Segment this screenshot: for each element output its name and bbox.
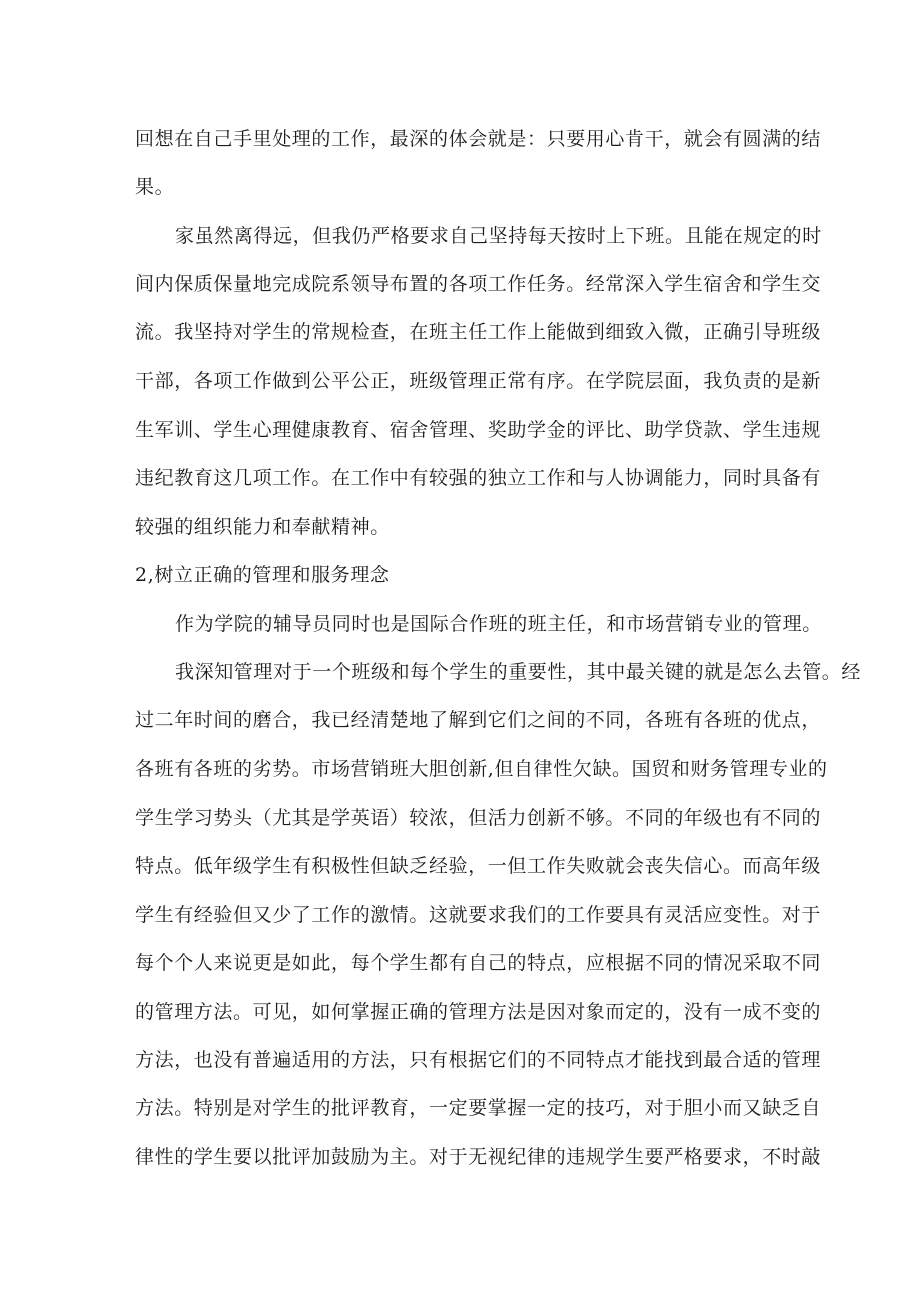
paragraph-line: 果。	[135, 176, 175, 198]
paragraph-line: 特点。低年级学生有积极性但缺乏经验，一但工作失败就会丧失信心。而高年级	[135, 855, 822, 877]
paragraph-line: 学生有经验但又少了工作的激情。这就要求我们的工作要具有灵活应变性。对于	[135, 904, 822, 926]
paragraph-line: 的管理方法。可见，如何掌握正确的管理方法是因对象而定的，没有一成不变的	[135, 1001, 822, 1023]
section-heading: 作为学院的辅导员同时也是国际合作班的班主任，和市场营销专业的管理。	[175, 613, 822, 635]
paragraph-line: 干部，各项工作做到公平公正，班级管理正常有序。在学院层面，我负责的是新	[135, 370, 822, 392]
paragraph-line: 我深知管理对于一个班级和每个学生的重要性，其中最关键的就是怎么去管。经	[175, 661, 862, 683]
paragraph-line: 方法。特别是对学生的批评教育，一定要掌握一定的技巧，对于胆小而又缺乏自	[135, 1097, 822, 1119]
paragraph-line: 每个个人来说更是如此，每个学生都有自己的特点，应根据不同的情况采取不同	[135, 952, 822, 974]
paragraph-line: 较强的组织能力和奉献精神。	[135, 516, 390, 538]
paragraph-line: 律性的学生要以批评加鼓励为主。对于无视纪律的违规学生要严格要求，不时敲	[135, 1146, 822, 1168]
paragraph-line: 流。我坚持对学生的常规检查，在班主任工作上能做到细致入微，正确引导班级	[135, 321, 822, 343]
paragraph-line: 学生学习势头（尤其是学英语）较浓，但活力创新不够。不同的年级也有不同的	[135, 807, 822, 829]
paragraph-line: 间内保质保量地完成院系领导布置的各项工作任务。经常深入学生宿舍和学生交	[135, 273, 822, 295]
paragraph-line: 各班有各班的劣势。市场营销班大胆创新,但自律性欠缺。国贸和财务管理专业的	[135, 758, 828, 780]
paragraph-line: 生军训、学生心理健康教育、宿舍管理、奖助学金的评比、助学贷款、学生违规	[135, 419, 822, 441]
paragraph-line: 家虽然离得远，但我仍严格要求自己坚持每天按时上下班。且能在规定的时	[175, 225, 822, 247]
paragraph-line: 过二年时间的磨合，我已经清楚地了解到它们之间的不同，各班有各班的优点，	[135, 709, 822, 731]
paragraph-line: 违纪教育这几项工作。在工作中有较强的独立工作和与人协调能力，同时具备有	[135, 467, 822, 489]
paragraph-line: 方法，也没有普遍适用的方法，只有根据它们的不同特点才能找到最合适的管理	[135, 1049, 822, 1071]
paragraph-line: 回想在自己手里处理的工作，最深的体会就是：只要用心肯干，就会有圆满的结	[135, 128, 822, 150]
paragraph-line: 2,树立正确的管理和服务理念	[135, 564, 390, 586]
